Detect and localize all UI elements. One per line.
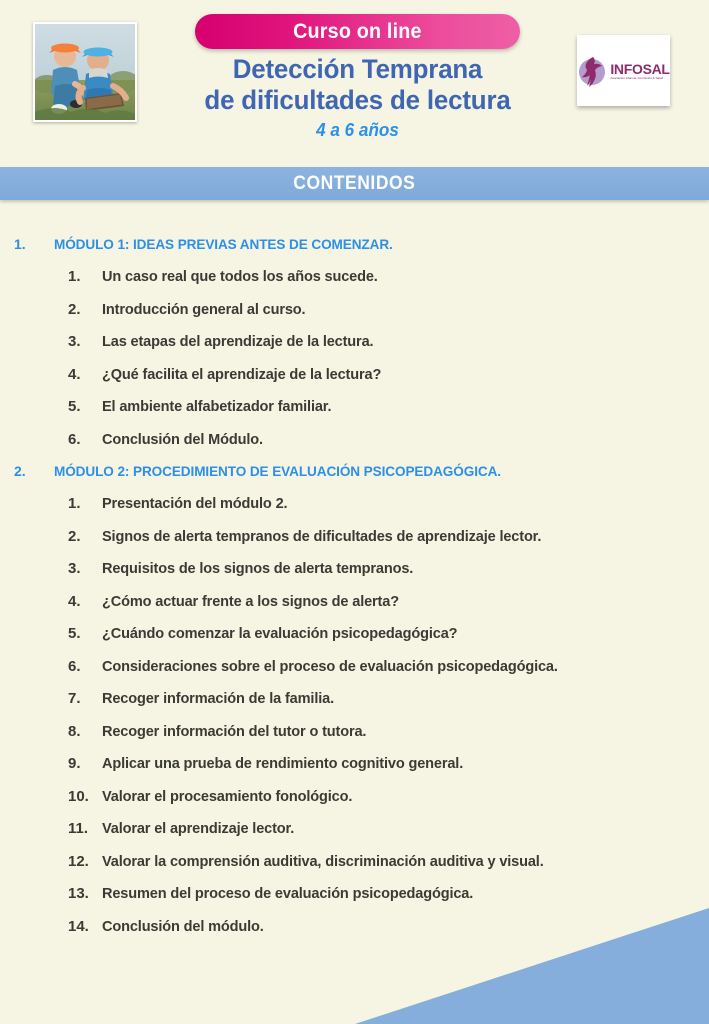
lesson-item-row bbox=[0, 853, 709, 886]
lesson-number: 8. bbox=[68, 722, 81, 740]
lesson-title: Valorar el procesamiento fonológico. bbox=[102, 787, 353, 805]
lesson-title: ¿Cómo actuar frente a los signos de alerta? bbox=[102, 592, 399, 610]
infosal-logo bbox=[577, 35, 670, 106]
lesson-number: 6. bbox=[68, 430, 81, 448]
lesson-item-row bbox=[0, 301, 709, 334]
lesson-item-row bbox=[0, 333, 709, 366]
lesson-title: Presentación del módulo 2. bbox=[102, 495, 288, 512]
module-number: 2. bbox=[14, 463, 26, 479]
lesson-number: 1. bbox=[68, 495, 81, 512]
lesson-item-row bbox=[0, 755, 709, 788]
lesson-title: Conclusión del Módulo. bbox=[102, 430, 263, 448]
lesson-item-row bbox=[0, 366, 709, 399]
lesson-number: 6. bbox=[68, 657, 81, 675]
lesson-title: Un caso real que todos los años sucede. bbox=[102, 268, 378, 285]
lesson-title: El ambiente alfabetizador familiar. bbox=[102, 398, 332, 415]
title-line-2: de dificultades de lectura bbox=[204, 85, 511, 115]
lesson-number: 4. bbox=[68, 592, 81, 610]
module-title: MÓDULO 1: IDEAS PREVIAS ANTES DE COMENZAR. bbox=[54, 236, 393, 252]
lesson-number: 10. bbox=[68, 787, 89, 805]
lesson-title: Valorar la comprensión auditiva, discriminación auditiva y visual. bbox=[102, 852, 544, 870]
lesson-title: Conclusión del módulo. bbox=[102, 917, 264, 935]
lesson-item-row bbox=[0, 918, 709, 951]
lesson-number: 2. bbox=[68, 300, 81, 318]
lesson-item-row bbox=[0, 690, 709, 723]
lesson-number: 1. bbox=[68, 268, 81, 285]
module-number: 1. bbox=[14, 236, 26, 252]
lesson-item-row bbox=[0, 658, 709, 691]
page-title bbox=[150, 54, 565, 141]
contenidos-section-bar bbox=[0, 167, 709, 200]
lesson-number: 11. bbox=[68, 820, 89, 837]
lesson-item-row bbox=[0, 820, 709, 853]
module-heading-row bbox=[0, 236, 709, 268]
contents-list bbox=[0, 236, 709, 950]
lesson-item-row bbox=[0, 495, 709, 528]
lesson-title: Resumen del proceso de evaluación psicopedagógica. bbox=[102, 885, 474, 902]
lesson-number: 5. bbox=[68, 625, 81, 642]
lesson-item-row bbox=[0, 593, 709, 626]
module-heading-row bbox=[0, 463, 709, 495]
infosal-figure-icon bbox=[577, 54, 609, 88]
lesson-title: Valorar el aprendizaje lector. bbox=[102, 820, 295, 837]
lesson-item-row bbox=[0, 560, 709, 593]
lesson-title: Introducción general al curso. bbox=[102, 300, 306, 318]
lesson-item-row bbox=[0, 723, 709, 756]
lesson-item-row bbox=[0, 431, 709, 464]
lesson-number: 3. bbox=[68, 333, 81, 350]
flyer-header bbox=[0, 0, 709, 167]
lesson-item-row bbox=[0, 625, 709, 658]
module-title: MÓDULO 2: PROCEDIMIENTO DE EVALUACIÓN PSICOPEDAGÓGICA. bbox=[54, 463, 501, 479]
lesson-item-row bbox=[0, 788, 709, 821]
lesson-number: 2. bbox=[68, 527, 81, 545]
lesson-title: Requisitos de los signos de alerta tempranos. bbox=[102, 560, 414, 577]
curso-online-badge bbox=[195, 14, 520, 49]
infosal-wordmark: INFOSAL bbox=[610, 60, 670, 77]
lesson-item-row bbox=[0, 398, 709, 431]
lesson-number: 13. bbox=[68, 885, 89, 902]
lesson-number: 4. bbox=[68, 365, 81, 383]
title-line-1: Detección Temprana bbox=[232, 54, 483, 84]
lesson-title: ¿Cuándo comenzar la evaluación psicopedagógica? bbox=[102, 625, 458, 642]
lesson-title: Consideraciones sobre el proceso de evaluación psicopedagógica. bbox=[102, 657, 558, 675]
lesson-number: 12. bbox=[68, 852, 89, 870]
lesson-number: 3. bbox=[68, 560, 81, 577]
lesson-number: 5. bbox=[68, 398, 81, 415]
lesson-title: ¿Qué facilita el aprendizaje de la lectura? bbox=[102, 365, 382, 383]
age-range-subtitle: 4 a 6 años bbox=[316, 120, 399, 140]
lesson-number: 7. bbox=[68, 690, 81, 707]
lesson-item-row bbox=[0, 528, 709, 561]
lesson-title: Las etapas del aprendizaje de la lectura. bbox=[102, 333, 374, 350]
lesson-title: Signos de alerta tempranos de dificultades de aprendizaje lector. bbox=[102, 527, 542, 545]
lesson-title: Recoger información del tutor o tutora. bbox=[102, 722, 367, 740]
lesson-number: 9. bbox=[68, 755, 81, 772]
lesson-number: 14. bbox=[68, 917, 89, 935]
infosal-tagline: Asociación Infancia, Formación & Salud bbox=[610, 75, 664, 80]
lesson-title: Recoger información de la familia. bbox=[102, 690, 334, 707]
contenidos-label: CONTENIDOS bbox=[293, 172, 416, 194]
lesson-item-row bbox=[0, 885, 709, 918]
children-photo bbox=[33, 22, 137, 122]
lesson-item-row bbox=[0, 268, 709, 301]
badge-label: Curso on line bbox=[293, 19, 422, 43]
lesson-title: Aplicar una prueba de rendimiento cognitivo general. bbox=[102, 755, 464, 772]
